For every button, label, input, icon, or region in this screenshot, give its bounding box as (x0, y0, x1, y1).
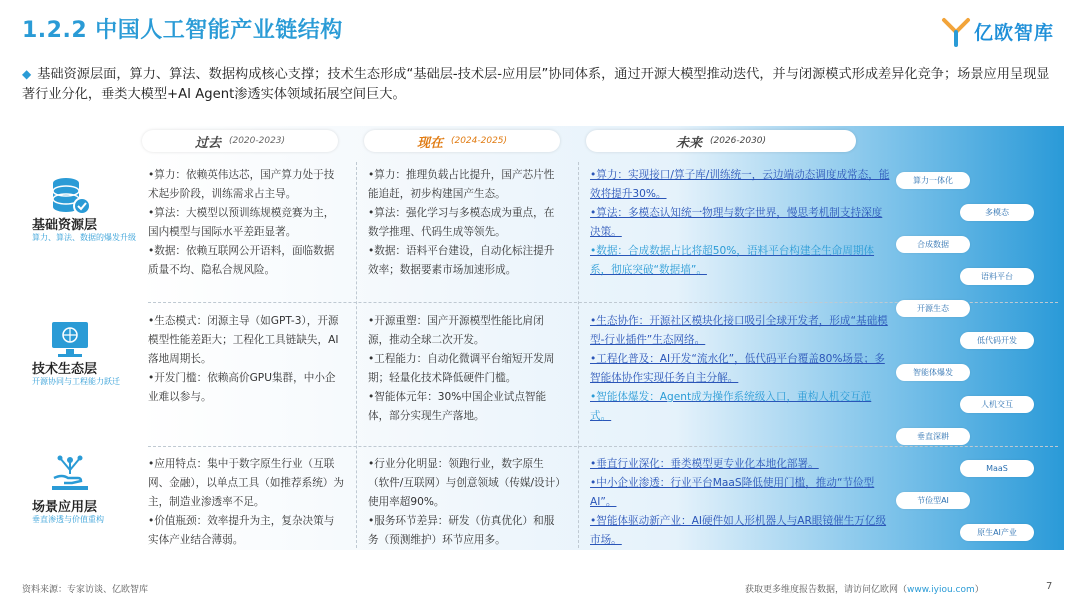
bullet: •垂直行业深化：垂类模型更专业化本地化部署。 (590, 458, 819, 470)
column-years: (2024-2025) (450, 136, 508, 146)
summary (22, 64, 1062, 105)
bullet: •智能体驱动新产业：AI硬件如人形机器人与AR眼镜催生万亿级市场。 (590, 515, 887, 546)
bullet: •服务环节差异：研发（仿真优化）和服务（预测维护）环节应用多。 (368, 515, 555, 546)
column-header-present (364, 130, 560, 152)
bullet: •应用特点：集中于数字原生行业（互联网、金融），以单点工具（如推荐系统）为主，制造业渗透率不足。 (148, 458, 344, 508)
cell-application-future (590, 455, 890, 550)
column-years: (2026-2030) (709, 136, 767, 146)
layer-subtitle: 垂直渗透与价值重构 (32, 515, 104, 524)
website-link[interactable]: www.iyiou.com (907, 585, 975, 595)
cell-foundation-past (148, 166, 344, 280)
keyword-tag: 低代码开发 (960, 332, 1034, 349)
bullet: •数据：合成数据占比将超50%，语料平台构建全生命周期体系，彻底突破“数据墙”。 (590, 245, 875, 276)
keyword-tag: MaaS (960, 460, 1034, 477)
layer-name: 场景应用层 (32, 500, 98, 515)
cell-foundation-present (368, 166, 564, 280)
keyword-tag: 开源生态 (896, 300, 970, 317)
layer-subtitle: 算力、算法、数据的爆发升级 (32, 233, 136, 242)
keyword-tag: 智能体爆发 (896, 364, 970, 381)
bullet: •工程能力：自动化微调平台缩短开发周期；轻量化技术降低硬件门槛。 (368, 353, 555, 384)
cell-application-past (148, 455, 344, 550)
column-title: 未来 (675, 135, 702, 151)
column-header-future (586, 130, 856, 152)
brand-logo (940, 14, 1065, 48)
bullet: •智能体元年：30%中国企业试点智能体，部分实现生产落地。 (368, 391, 547, 422)
column-divider (578, 162, 579, 548)
summary-text: 基础资源层面，算力、算法、数据构成核心支撑；技术生态形成“基础层-技术层-应用层”协同体系，通过开源大模型推动迭代，并与闭源模式形成差异化竞争；场景应用呈现显著行业分化，垂类大模型+AI Agent渗透实体领域拓展空间巨大。 (22, 67, 1050, 102)
footer-close: ） (974, 585, 984, 595)
keyword-tag: 节俭型AI (896, 492, 970, 509)
bullet: •开源重塑：国产开源模型性能比肩闭源，推动全球二次开发。 (368, 315, 544, 346)
keyword-tag: 合成数据 (896, 236, 970, 253)
monitor-icon (48, 318, 92, 362)
cell-application-present (368, 455, 564, 550)
cell-tech-past (148, 312, 344, 407)
keyword-tag: 人机交互 (960, 396, 1034, 413)
logo-icon (940, 15, 972, 47)
source-note: 资料来源：专家访谈、亿欧智库 (22, 585, 149, 595)
bullet: •数据：依赖互联网公开语料，面临数据质量不均、隐私合规风险。 (148, 245, 335, 276)
keyword-tag: 算力一体化 (896, 172, 970, 189)
logo-text: 亿欧智库 (974, 21, 1055, 44)
bullet: •工程化普及：AI开发“流水化”，低代码平台覆盖80%场景；多智能体协作实现任务自主分解。 (590, 353, 885, 384)
cell-tech-present (368, 312, 564, 426)
keyword-tag: 原生AI产业 (960, 524, 1034, 541)
footer-more (745, 582, 984, 595)
bullet: •生态模式：闭源主导（如GPT-3），开源模型性能差距大；工程化工具链缺失，AI落地周期长。 (148, 315, 339, 365)
network-hand-icon (48, 452, 92, 496)
bullet: •价值瓶颈：效率提升为主，复杂决策与实体产业结合薄弱。 (148, 515, 335, 546)
column-title: 现在 (416, 135, 443, 151)
bullet: •算力：实现接口/算子库/训练统一，云边端动态调度成常态，能效将提升30%。 (590, 169, 890, 200)
layer-name: 技术生态层 (32, 362, 98, 377)
bullet: •行业分化明显：领跑行业，数字原生（软件/互联网）与创意领域（传媒/设计）使用率超90%。 (368, 458, 561, 508)
layer-subtitle: 开源协同与工程能力跃迁 (32, 377, 120, 386)
bullet: •生态协作：开源社区模块化接口吸引全球开发者，形成“基础模型-行业插件”生态网络。 (590, 315, 888, 346)
cell-foundation-future (590, 166, 890, 280)
diamond-bullet-icon: ◆ (22, 67, 32, 81)
layer-application (18, 452, 136, 552)
column-years: (2020-2023) (228, 136, 286, 146)
footer-more-text: 获取更多维度报告数据，请访问亿欧网（ (745, 585, 908, 595)
bullet: •算法：大模型以预训练规模竞赛为主，国内模型与国际水平差距显著。 (148, 207, 335, 238)
bullet: •算法：强化学习与多模态成为重点，在数学推理、代码生成等领先。 (368, 207, 555, 238)
keyword-tag: 垂直深耕 (896, 428, 970, 445)
column-divider (356, 162, 357, 548)
cell-tech-future (590, 312, 890, 426)
page-number: 7 (1046, 581, 1053, 592)
keyword-tag: 语料平台 (960, 268, 1034, 285)
layer-tech-ecosystem (18, 314, 136, 414)
column-header-past (142, 130, 338, 152)
database-icon (48, 174, 92, 218)
keyword-tag: 多模态 (960, 204, 1034, 221)
bullet: •算法：多模态认知统一物理与数字世界，慢思考机制支持深度决策。 (590, 207, 883, 238)
bullet: •算力：推理负载占比提升，国产芯片性能追赶，初步构建国产生态。 (368, 169, 555, 200)
page-title: 1.2.2 中国人工智能产业链结构 (22, 18, 343, 43)
column-title: 过去 (194, 135, 221, 151)
bullet: •算力：依赖英伟达芯，国产算力处于技术起步阶段，训练需求占主导。 (148, 169, 335, 200)
bullet: •中小企业渗透：行业平台MaaS降低使用门槛，推动“节俭型AI”。 (590, 477, 875, 508)
row-divider (148, 446, 1058, 447)
bullet: •开发门槛：依赖高价GPU集群，中小企业难以参与。 (148, 372, 336, 403)
bullet: •数据：语料平台建设，自动化标注提升效率；数据要素市场加速形成。 (368, 245, 555, 276)
bullet: •智能体爆发：Agent成为操作系统级入口，重构人机交互范式。 (590, 391, 872, 422)
layer-foundation (18, 170, 136, 270)
layer-name: 基础资源层 (32, 218, 98, 233)
